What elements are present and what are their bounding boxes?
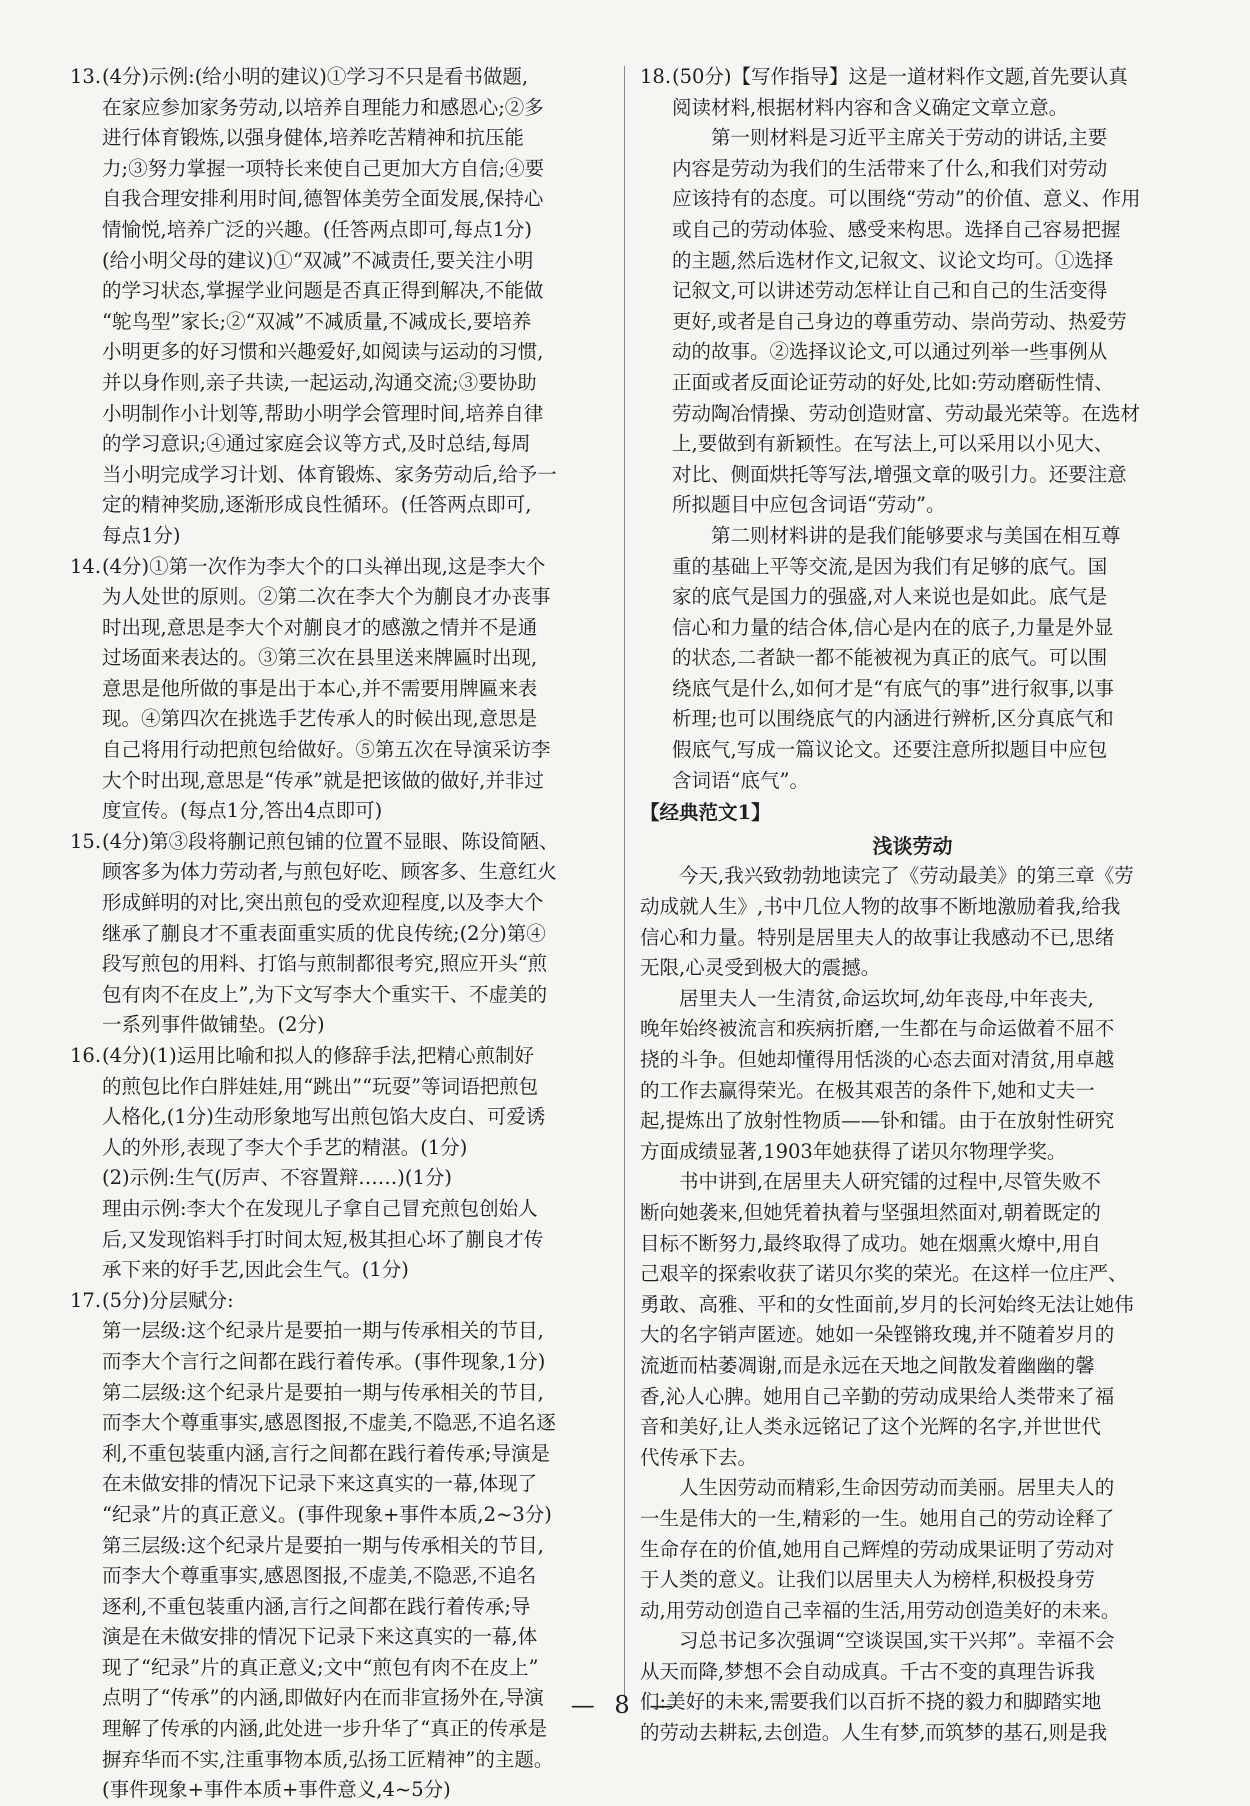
text-line: 假底气,写成一篇议论文。还要注意所拟题目中应包 [672, 738, 1108, 762]
text-line: 析理;也可以围绕底气的内涵进行辨析,区分真底气和 [672, 707, 1114, 731]
text-line: 第三层级:这个纪录片是要拍一期与传承相关的节目, [102, 1533, 544, 1557]
text-line: 动,用劳动创造自己幸福的生活,用劳动创造美好的未来。 [640, 1598, 1121, 1622]
text-line: 音和美好,让人类永远铭记了这个光辉的名字,并世世代 [640, 1415, 1101, 1439]
text-line: 劳动陶冶情操、劳动创造财富、劳动最光荣等。在选材 [672, 401, 1141, 425]
text-line: 的状态,二者缺一都不能被视为真正的底气。可以围 [672, 646, 1108, 670]
text-line: (2)示例:生气(厉声、不容置辩……)(1分) [102, 1166, 453, 1190]
text-line: 阅读材料,根据材料内容和含义确定文章立意。 [672, 95, 1069, 119]
text-line: 小明更多的好习惯和兴趣爱好,如阅读与运动的习惯, [102, 340, 544, 364]
text-line: 在未做安排的情况下记录下来这真实的一幕,体现了 [102, 1472, 538, 1496]
text-line: 而李大个言行之间都在践行着传承。(事件现象,1分) [102, 1349, 546, 1373]
answer-18 [640, 62, 1185, 796]
text-line: 演是在未做安排的情况下记录下来这真实的一幕,体 [102, 1625, 538, 1649]
text-line: 的学习状态,掌握学业问题是否真正得到解决,不能做 [102, 279, 544, 303]
text-line: 含词语“底气”。 [672, 768, 809, 792]
text-line: 承下来的好手艺,因此会生气。(1分) [102, 1258, 409, 1282]
text-line: 而李大个尊重事实,感恩图报,不虚美,不隐恶,不追名 [102, 1564, 537, 1588]
writing-guide-paragraph-2 [672, 521, 1185, 796]
text-line: 勇敢、高雅、平和的女性面前,岁月的长河始终无法让她伟 [640, 1292, 1134, 1316]
text-line: 的劳动去耕耘,去创造。人生有梦,而筑梦的基石,则是我 [640, 1721, 1108, 1745]
text-line: “纪录”片的真正意义。(事件现象+事件本质,2~3分) [102, 1502, 552, 1526]
text-line: 包有肉不在皮上”,为下文写李大个重实干、不虚美的 [102, 982, 548, 1006]
text-line: “鸵鸟型”家长;②“双减”不减质量,不减成长,要培养 [102, 309, 532, 333]
model-essay-label: 【经典范文1】 [640, 801, 771, 825]
text-line: 大个时出现,意思是“传承”就是把该做的做好,并非过 [102, 768, 544, 792]
text-line: 所拟题目中应包含词语“劳动”。 [672, 493, 946, 517]
text-line: 自己将用行动把煎包给做好。⑤第五次在导演采访李 [102, 738, 551, 762]
text-line: 继承了蒯良才不重表面重实质的优良传统;(2分)第④ [102, 921, 546, 945]
text-line: 第一则材料是习近平主席关于劳动的讲话,主要 [711, 126, 1108, 150]
text-line: 当小明完成学习计划、体育锻炼、家务劳动后,给予一 [102, 462, 557, 486]
text-line: 家的底气是国力的强盛,对人来说也是如此。底气是 [672, 585, 1108, 609]
text-line: 意思是他所做的事是出于本心,并不需要用牌匾来表 [102, 676, 538, 700]
text-line: (给小明父母的建议)①“双减”不减责任,要关注小明 [102, 248, 534, 272]
answer-number: 17. [70, 1288, 102, 1312]
answer-14 [70, 552, 610, 827]
text-line: 方面成绩显著,1903年她获得了诺贝尔物理学奖。 [640, 1139, 1067, 1163]
text-line: 对比、侧面烘托等写法,增强文章的吸引力。还要注意 [672, 462, 1127, 486]
text-line: 信心和力量的结合体,信心是内在的底子,力量是外显 [672, 615, 1114, 639]
text-line: 人格化,(1分)生动形象地写出煎包馅大皮白、可爱诱 [102, 1105, 546, 1129]
text-line: 时出现,意思是李大个对蒯良才的感激之情并不是通 [102, 615, 538, 639]
essay-paragraph [640, 861, 1185, 983]
text-line: 无限,心灵受到极大的震撼。 [640, 956, 881, 980]
text-line: 一系列事件做铺垫。(2分) [102, 1013, 325, 1037]
text-line: 上,要做到有新颖性。在写法上,可以采用以小见大、 [672, 432, 1114, 456]
text-line: 第二层级:这个纪录片是要拍一期与传承相关的节目, [102, 1380, 544, 1404]
answer-text [102, 552, 610, 827]
text-line: 己艰辛的探索收获了诺贝尔奖的荣光。在这样一位庄严、 [640, 1262, 1128, 1286]
text-line: (4分)示例:(给小明的建议)①学习不只是看书做题, [102, 65, 529, 88]
column-divider [624, 66, 625, 1696]
text-line: 利,不重包装重内涵,言行之间都在践行着传承;导演是 [102, 1441, 550, 1465]
text-line: 断向她袭来,但她凭着执着与坚强坦然面对,朝着既定的 [640, 1200, 1101, 1224]
text-line: (4分)第③段将蒯记煎包铺的位置不显眼、陈设简陋、 [102, 829, 559, 853]
text-line: 从天而降,梦想不会自动成真。千古不变的真理告诉我 [640, 1659, 1095, 1683]
text-line: 的煎包比作白胖娃娃,用“跳出”“玩耍”等词语把煎包 [102, 1074, 539, 1098]
text-line: 每点1分) [102, 523, 181, 547]
answer-number: 15. [70, 829, 102, 853]
text-line: (4分)(1)运用比喻和拟人的修辞手法,把精心煎制好 [102, 1044, 534, 1067]
text-line: 人的外形,表现了李大个手艺的精湛。(1分) [102, 1135, 468, 1159]
text-line: 内容是劳动为我们的生活带来了什么,和我们对劳动 [672, 156, 1108, 180]
text-line: 或自己的劳动体验、感受来构思。选择自己容易把握 [672, 217, 1121, 241]
answer-number: 13. [70, 65, 102, 88]
text-line: 并以身作则,亲子共读,一起运动,沟通交流;③要协助 [102, 370, 537, 394]
text-line: 在家应参加家务劳动,以培养自理能力和感恩心;②多 [102, 95, 544, 119]
answer-number: 16. [70, 1044, 102, 1067]
essay-paragraph [640, 1167, 1185, 1473]
essay-paragraph [640, 1473, 1185, 1626]
text-line: 绕底气是什么,如何才是“有底气的事”进行叙事,以事 [672, 676, 1114, 700]
text-line: 后,又发现馅料手打时间太短,极其担心坏了蒯良才传 [102, 1227, 544, 1251]
answer-17 [70, 1286, 610, 1806]
text-line: 人生因劳动而精彩,生命因劳动而美丽。居里夫人的 [679, 1476, 1115, 1500]
text-line: 今天,我兴致勃勃地读完了《劳动最美》的第三章《劳 [679, 864, 1134, 888]
text-line: 力;③努力掌握一项特长来使自己更加大方自信;④要 [102, 156, 545, 180]
text-line: 香,沁人心脾。她用自己辛勤的劳动成果给人类带来了福 [640, 1384, 1115, 1408]
text-line: 更好,或者是自己身边的尊重劳动、崇尚劳动、热爱劳 [672, 309, 1127, 333]
writing-guide-paragraph-1 [672, 123, 1185, 521]
text-line: 信心和力量。特别是居里夫人的故事让我感动不已,思绪 [640, 925, 1115, 949]
text-line: 记叙文,可以讲述劳动怎样让自己和自己的生活变得 [672, 279, 1108, 303]
text-line: 理解了传承的内涵,此处进一步升华了“真正的传承是 [102, 1717, 548, 1741]
text-line: 重的基础上平等交流,是因为我们有足够的底气。国 [672, 554, 1108, 578]
answer-text [102, 827, 610, 1041]
text-line: 动的故事。②选择议论文,可以通过列举一些事例从 [672, 340, 1108, 364]
text-line: 居里夫人一生清贫,命运坎坷,幼年丧母,中年丧夫, [679, 986, 1094, 1010]
text-line: 的学习意识;④通过家庭会议等方式,及时总结,每周 [102, 432, 531, 456]
text-line: 目标不断努力,最终取得了成功。她在烟熏火燎中,用自 [640, 1231, 1101, 1255]
text-line: 挠的斗争。但她却懂得用恬淡的心态去面对清贫,用卓越 [640, 1048, 1115, 1071]
text-line: 形成鲜明的对比,突出煎包的受欢迎程度,以及李大个 [102, 891, 544, 915]
text-line: 而李大个尊重事实,感恩图报,不虚美,不隐恶,不追名逐 [102, 1411, 556, 1435]
text-line: (事件现象+事件本质+事件意义,4~5分) [102, 1778, 451, 1802]
text-line: 逐利,不重包装重内涵,言行之间都在践行着传承;导 [102, 1594, 531, 1618]
text-line: (5分)分层赋分: [102, 1288, 234, 1312]
answer-text [102, 62, 610, 552]
answer-16 [70, 1041, 610, 1286]
essay-paragraph [640, 984, 1185, 1168]
text-line: 段写煎包的用料、打馅与煎制都很考究,照应开头“煎 [102, 952, 548, 976]
text-line: 们:美好的未来,需要我们以百折不挠的毅力和脚踏实地 [640, 1690, 1102, 1714]
text-line: (50分)【写作指导】这是一道材料作文题,首先要认真 [672, 65, 1128, 88]
answer-number: 18. [640, 65, 672, 88]
text-line: 代传承下去。 [640, 1445, 758, 1469]
text-line: 过场面来表达的。③第三次在县里送来牌匾时出现, [102, 646, 538, 670]
text-line: 第二则材料讲的是我们能够要求与美国在相互尊 [711, 523, 1121, 547]
right-column [640, 62, 1185, 1749]
answer-text [102, 1041, 610, 1286]
answer-text [102, 1286, 610, 1806]
text-line: 定的精神奖励,逐渐形成良性循环。(任答两点即可, [102, 493, 532, 517]
text-line: 顾客多为体力劳动者,与煎包好吃、顾客多、生意红火 [102, 860, 557, 884]
text-line: 第一层级:这个纪录片是要拍一期与传承相关的节目, [102, 1319, 544, 1343]
text-line: 应该持有的态度。可以围绕“劳动”的价值、意义、作用 [672, 187, 1141, 211]
answer-13 [70, 62, 610, 552]
text-line: 大的名字销声匿迹。她如一朵铿锵玫瑰,并不随着岁月的 [640, 1323, 1115, 1347]
text-line: 的主题,然后选材作文,记叙文、议论文均可。①选择 [672, 248, 1114, 272]
answer-15 [70, 827, 610, 1041]
text-line: 情愉悦,培养广泛的兴趣。(任答两点即可,每点1分) [102, 217, 533, 241]
answer-text [672, 62, 1185, 123]
text-line: 为人处世的原则。②第二次在李大个为蒯良才办丧事 [102, 585, 551, 609]
text-line: 书中讲到,在居里夫人研究镭的过程中,尽管失败不 [679, 1170, 1101, 1194]
text-line: 小明制作小计划等,帮助小明学会管理时间,培养自律 [102, 401, 544, 425]
text-line: 自我合理安排利用时间,德智体美劳全面发展,保持心 [102, 187, 544, 211]
answer-number: 14. [70, 554, 102, 578]
text-line: 现了“纪录”片的真正意义;文中“煎包有肉不在皮上” [102, 1655, 539, 1679]
text-line: 的工作去赢得荣光。在极其艰苦的条件下,她和丈夫一 [640, 1078, 1095, 1102]
text-line: 现。④第四次在挑选手艺传承人的时候出现,意思是 [102, 707, 538, 731]
text-line: 正面或者反面论证劳动的好处,比如:劳动磨砺性情、 [672, 370, 1114, 394]
text-line: 生命存在的价值,她用自己辉煌的劳动成果证明了劳动对 [640, 1537, 1115, 1561]
text-line: 度宣传。(每点1分,答出4点即可) [102, 799, 383, 823]
text-line: 理由示例:李大个在发现儿子拿自己冒充煎包创始人 [102, 1196, 538, 1220]
text-line: 点明了“传承”的内涵,即做好内在而非宣扬外在,导演 [102, 1686, 544, 1710]
text-line: 动成就人生》,书中几位人物的故事不断地激励着我,给我 [640, 895, 1121, 919]
text-line: 流逝而枯萎凋谢,而是永远在天地之间散发着幽幽的馨 [640, 1353, 1095, 1377]
text-line: 晚年始终被流言和疾病折磨,一生都在与命运做着不屈不 [640, 1017, 1115, 1041]
model-essay-title: 浅谈劳动 [872, 833, 953, 858]
text-line: 进行体育锻炼,以强身健体,培养吃苦精神和抗压能 [102, 126, 524, 150]
text-line: 一生是伟大的一生,精彩的一生。她用自己的劳动诠释了 [640, 1506, 1115, 1530]
text-line: (4分)①第一次作为李大个的口头禅出现,这是李大个 [102, 554, 546, 578]
text-line: 习总书记多次强调“空谈误国,实干兴邦”。幸福不会 [679, 1629, 1115, 1653]
text-line: 起,提炼出了放射性物质——钋和镭。由于在放射性研究 [640, 1109, 1115, 1133]
text-line: 于人类的意义。让我们以居里夫人为榜样,积极投身劳 [640, 1568, 1095, 1592]
text-line: 摒弃华而不实,注重事物本质,弘扬工匠精神”的主题。 [102, 1747, 554, 1771]
left-column [70, 62, 610, 1806]
page-number: — 8 — [570, 1691, 680, 1719]
essay-paragraph [640, 1626, 1185, 1748]
